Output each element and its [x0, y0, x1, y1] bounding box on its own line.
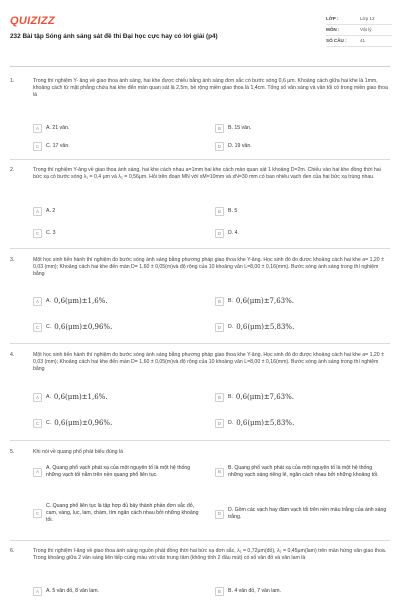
- question-5-option-b[interactable]: [215, 465, 387, 479]
- meta-key: LỚP :: [326, 15, 339, 21]
- option-badge: A: [33, 468, 42, 477]
- option-label: A. 2: [46, 207, 56, 214]
- option-label: D. 4.: [228, 229, 239, 236]
- question-1-option-a[interactable]: [33, 124, 69, 133]
- question-4-option-a[interactable]: [33, 393, 108, 402]
- option-badge: C: [33, 229, 42, 238]
- option-badge: A: [33, 587, 42, 596]
- option-badge: B: [215, 468, 224, 477]
- option-label: D. 19 vân.: [228, 142, 252, 149]
- option-badge: D: [215, 323, 224, 332]
- question-1-option-d[interactable]: [215, 142, 252, 151]
- option-badge: A: [33, 124, 42, 133]
- question-number: 4.: [10, 352, 15, 358]
- option-badge: A: [33, 393, 42, 402]
- option-badge: D: [215, 142, 224, 151]
- option-badge: A: [33, 207, 42, 216]
- question-number: 6.: [10, 548, 15, 554]
- option-badge: D: [215, 229, 224, 238]
- option-formula: 0,6(μm)±0,96%.: [54, 419, 113, 427]
- question-6-option-a[interactable]: [33, 587, 99, 596]
- option-prefix: C.: [46, 420, 52, 427]
- option-badge: C: [33, 509, 42, 518]
- question-5-option-a[interactable]: [33, 465, 205, 479]
- question-6-option-b[interactable]: [215, 587, 281, 596]
- question-2-option-c[interactable]: [33, 229, 56, 238]
- question-number: 5.: [10, 449, 15, 455]
- option-badge: D: [215, 419, 224, 428]
- meta-row-count: [326, 36, 392, 47]
- quizizz-logo: QUIZIZZ: [10, 15, 55, 27]
- question-4-option-d[interactable]: [215, 419, 294, 428]
- question-text: Trong thí nghiệm I-âng về giao thoa ánh sáng nguồn phát đồng thời hai bức xạ đơn sắc, λ₁ = 0,72μm(đỏ), λ₂ = 0,45μm(lam) trên màn hứng vân giao thoa. Trong khoảng giữa 2 vân sáng liên tiếp cùng màu với vân trung tâm (không tính 2 đầu mút) có số vân đỏ và vân lam là: [33, 548, 387, 562]
- question-3-option-c[interactable]: [33, 323, 112, 332]
- option-badge: B: [215, 393, 224, 402]
- question-5-option-c[interactable]: [33, 503, 205, 524]
- option-formula: 0,6(μm)±5,83%.: [236, 419, 295, 427]
- option-label: B. 4 vân đỏ, 7 vân lam.: [228, 587, 282, 594]
- meta-key: MÔN :: [326, 26, 340, 32]
- question-divider: [10, 159, 390, 160]
- option-badge: B: [215, 207, 224, 216]
- option-formula: 0,6(μm)±0,96%.: [54, 323, 113, 331]
- option-label: A. 21 vân.: [46, 124, 70, 131]
- question-3-option-d[interactable]: [215, 323, 294, 332]
- option-label: C. Quang phổ liên tục là tập hợp đủ bảy thành phần đơn sắc đỏ, cam, vàng, lục, lam, chàm, tím ngăn cách nhau bởi những khoảng tối.: [46, 503, 199, 524]
- option-badge: D: [215, 510, 224, 519]
- question-number: 2.: [10, 167, 15, 173]
- option-label: A. Quang phổ vạch phát xạ của một nguyên tố là một hệ thống những vạch tối nằm trên nền quang phổ liên tục.: [46, 465, 191, 479]
- option-formula: 0,6(μm)±5,83%.: [236, 323, 295, 331]
- option-formula: 0,6(μm)±7,63%.: [235, 297, 295, 305]
- option-badge: B: [215, 124, 224, 133]
- question-2-option-a[interactable]: [33, 207, 55, 216]
- page-header: [0, 0, 400, 66]
- option-prefix: A.: [46, 394, 51, 401]
- option-formula: 0,6(μm)±1,6%.: [53, 297, 108, 305]
- meta-table: [326, 14, 392, 47]
- option-label: C. 17 vân.: [46, 142, 70, 149]
- question-3-option-a[interactable]: [33, 297, 108, 306]
- option-label: D. Gồm các vạch hay đám vạch tối trên nền màu trắng của ánh sáng trắng.: [228, 507, 387, 521]
- option-label: B. 15 vân.: [228, 124, 252, 131]
- question-1-option-c[interactable]: [33, 142, 70, 151]
- question-number: 1.: [10, 78, 15, 84]
- option-prefix: B.: [228, 298, 233, 305]
- option-badge: A: [33, 297, 42, 306]
- option-label: B. Quang phổ vạch phát xạ của một nguyên tố là một hệ thống những vạch sáng riêng lẻ, ngăn cách nhau bởi những khoảng tối.: [228, 465, 379, 479]
- meta-key: SỐ CÂU :: [326, 37, 347, 43]
- question-number: 3.: [10, 257, 15, 263]
- option-badge: B: [215, 297, 224, 306]
- option-prefix: D.: [228, 420, 234, 427]
- meta-value: Lớp 12: [360, 15, 375, 21]
- question-text: Một học sinh tiến hành thí nghiệm đo bước sóng ánh sáng bằng phương pháp giao thoa khe Y-âng. Học sinh đó đo được khoảng cách hai khe a= 1,20 ± 0,03 (mm); Khoảng cách hai khe đến màn D= 1,60 ± 0,05(m)và độ rộng của 10 khoảng vân L=8,00 ± 0,16(mm). Bước sóng ánh sáng trong thí nghiệm bằng: [33, 257, 384, 278]
- question-divider: [10, 248, 390, 249]
- meta-row-subject: [326, 25, 392, 36]
- meta-value: Vật lý: [360, 26, 372, 32]
- option-label: A. 5 vân đỏ, 8 vân lam.: [46, 587, 100, 594]
- meta-value: 41: [360, 37, 366, 43]
- header-divider: [10, 66, 390, 67]
- question-1-option-b[interactable]: [215, 124, 251, 133]
- question-2-option-b[interactable]: [215, 207, 237, 216]
- option-badge: C: [33, 323, 42, 332]
- question-text: Trong thí nghiệm Y-âng về giao thoa ánh sáng, hai khe cách nhau a=1mm hai khe cách màn quan sát 1 khoảng D=2m. Chiếu vào hai khe đồng thời hai bức xạ có bước sóng λ₁ = 0,4 μm và λ₂ = 0,56μm. Hỏi trên đoạn MN với xM=10mm và xN=30 mm có bao nhiêu vạch đen của hai bức xạ trùng nhau.: [33, 167, 381, 181]
- question-text: Khi nói về quang phổ phát biểu đúng là: [33, 449, 123, 455]
- page-title: 232 Bài tập Sóng ánh sáng sát đề thi Đại học cực hay có lời giải (p4): [10, 33, 218, 40]
- question-5-option-d[interactable]: [215, 507, 387, 521]
- question-2-option-d[interactable]: [215, 229, 239, 238]
- question-4-option-c[interactable]: [33, 419, 112, 428]
- option-formula: 0,6(μm)±1,6%.: [53, 393, 108, 401]
- option-prefix: D.: [228, 324, 234, 331]
- option-label: C. 3: [46, 229, 56, 236]
- question-4-option-b[interactable]: [215, 393, 294, 402]
- question-divider: [10, 343, 390, 344]
- option-badge: C: [33, 419, 42, 428]
- question-divider: [10, 440, 390, 441]
- question-text: Một học sinh tiến hành thí nghiệm đo bước sóng ánh sáng bằng phương pháp giao thoa khe Y-âng. Học sinh đó đo được khoảng cách hai khe a= 1,20 ± 0,03 (mm); Khoảng cách hai khe đến màn D= 1,60 ± 0,05(m)và độ rộng của 10 khoảng vân L=8,00 ± 0,16(mm). Bước sóng ánh sáng trong thí nghiệm bằng: [33, 352, 384, 373]
- question-divider: [10, 540, 390, 541]
- option-formula: 0,6(μm)±7,63%.: [235, 393, 295, 401]
- question-3-option-b[interactable]: [215, 297, 294, 306]
- option-badge: C: [33, 142, 42, 151]
- question-text: Trong thí nghiệm Y- âng về giao thoa ánh sáng, hai khe được chiếu bằng ánh sáng đơn sắc có bước sóng 0,6 μm. Khoảng cách giữa hai khe là 1mm, khoảng cách từ mặt phẳng chứa hai khe đến màn quan sát là 2,5m, bề rộng miền giao thoa là 1,4cm. Tổng số vân sáng và vân tối có trong miền giao thoa là: [33, 78, 388, 99]
- option-label: B. 5: [228, 207, 238, 214]
- option-prefix: A.: [46, 298, 51, 305]
- option-badge: B: [215, 587, 224, 596]
- option-prefix: B.: [228, 394, 233, 401]
- option-prefix: C.: [46, 324, 52, 331]
- meta-row-class: [326, 14, 392, 25]
